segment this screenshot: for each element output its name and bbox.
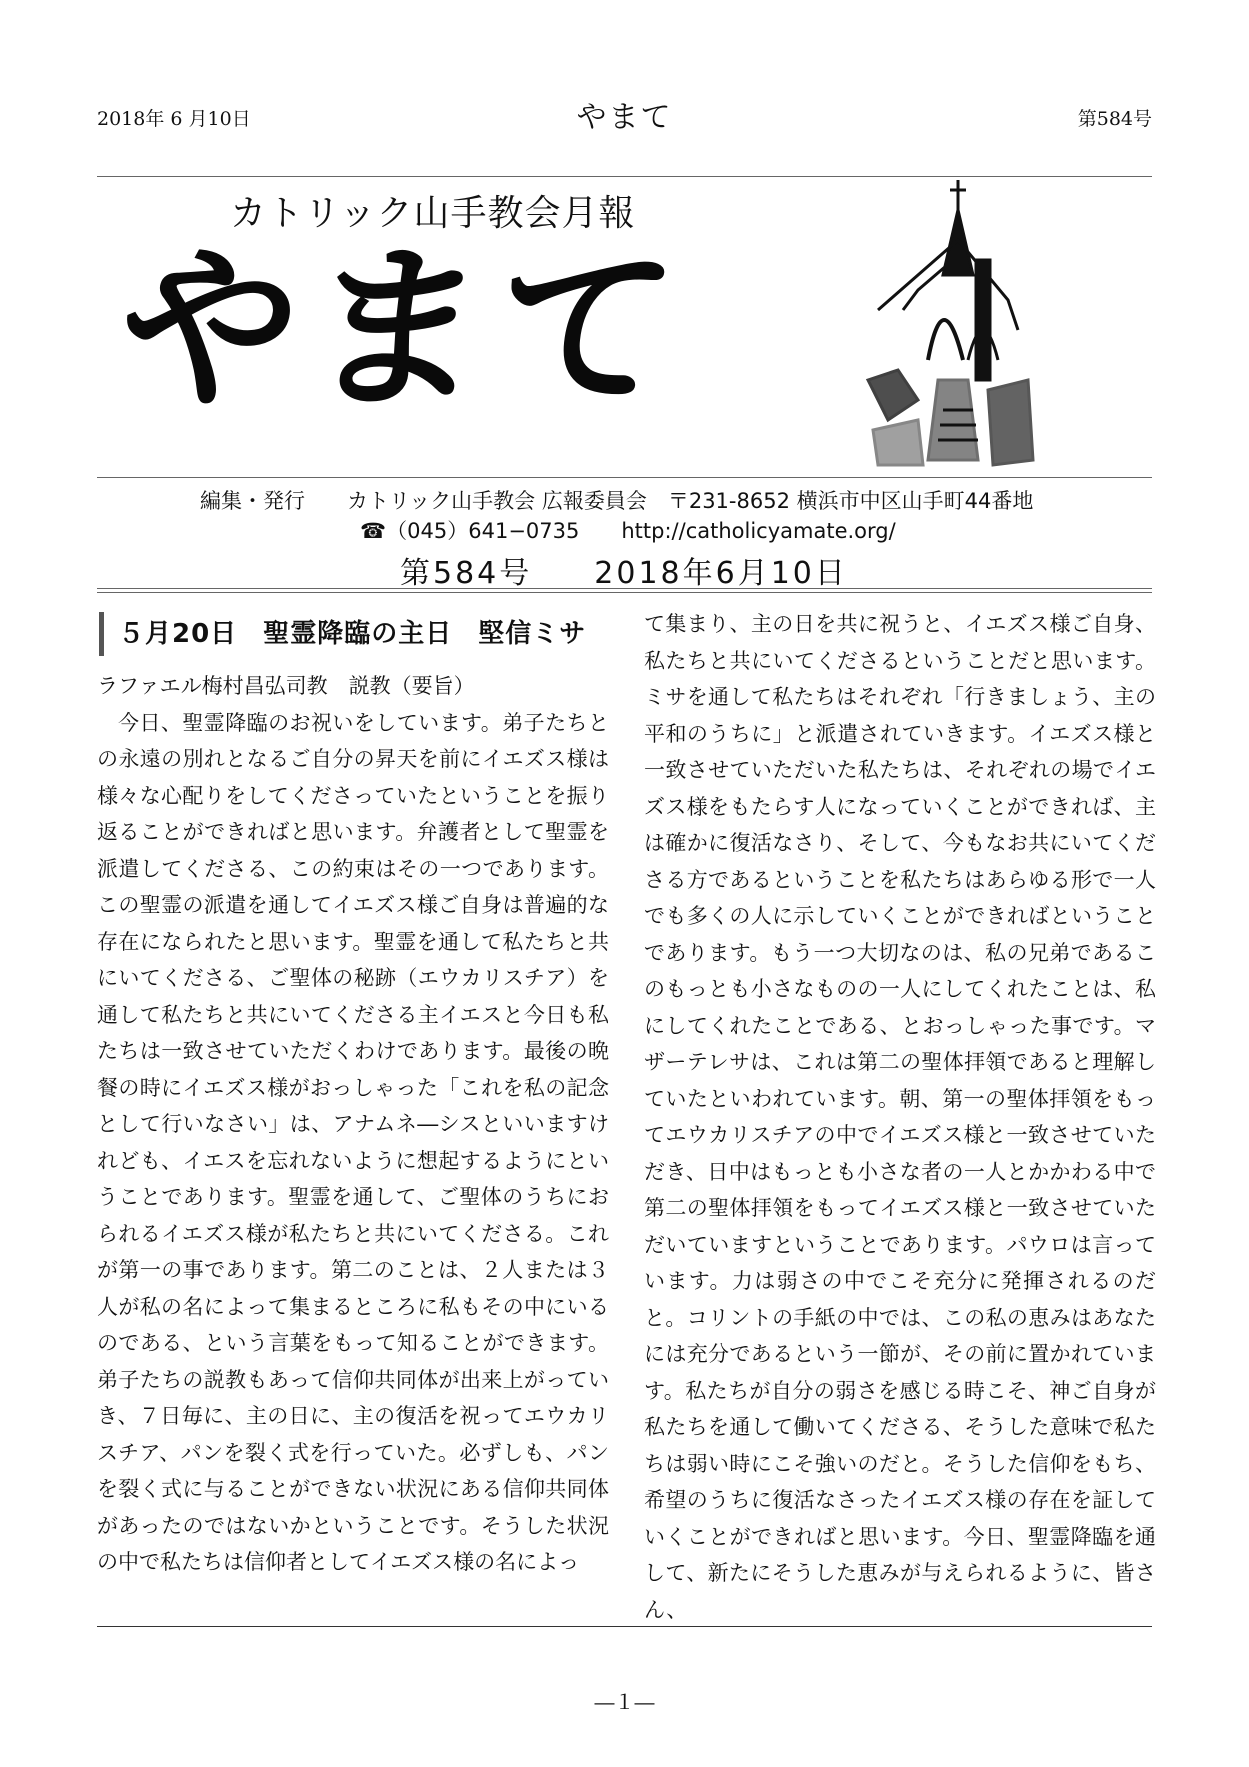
masthead-subtitle: カトリック山手教会月報 xyxy=(230,193,636,234)
article-byline: ラファエル梅村昌弘司教 説教（要旨） xyxy=(97,674,475,698)
header-title: やまて xyxy=(576,100,673,135)
publisher-info xyxy=(200,486,1033,546)
header-date: 2018年 6 月10日 xyxy=(97,108,251,130)
issue-date: 2018年6月10日 xyxy=(594,556,848,591)
headline-mass: 堅信ミサ xyxy=(478,619,587,649)
masthead-logo: やまて xyxy=(109,224,696,433)
headline-date: ５月20日 xyxy=(118,619,238,649)
contact-line: ☎（045）641−0735 http://catholicyamate.org/ xyxy=(360,519,896,543)
article-body-left: 今日、聖霊降臨のお祝いをしています。弟子たちとの永遠の別れとなるご自分の昇天を前にイエズス様は様々な心配りをしてくださっていたということを振り返ることができればと思います。弁護者として聖霊を派遣してくださる、この約束はその一つであります。この聖霊の派遣を通してイエズス様ご自身は普遍的な存在になられたと思います。聖霊を通して私たちと共にいてくださる、ご聖体の秘跡（エウカリスチア）を通して私たちと共にいてくださる主イエスと今日も私たちは一致させていただくわけであります。最後の晩餐の時にイエズス様がおっしゃった「これを私の記念として行いなさい」は、アナムネ―シスといいますけれども、イエスを忘れないように想起するようにということであります。聖霊を通して、ご聖体のうちにおられるイエズス様が私たちと共にいてくださる。これが第一の事であります。第二のことは、２人または３人が私の名によって集まるところに私もその中にいるのである、という言葉をもって知ることができます。弟子たちの説教もあって信仰共同体が出来上がっていき、７日毎に、主の日に、主の復活を祝ってエウカリスチア、パンを裂く式を行っていた。必ずしも、パンを裂く式に与ることができない状況にある信仰共同体があったのではないかということです。そうした状況の中で私たちは信仰者としてイエズス様の名によっ xyxy=(97,710,609,1574)
header-issue-number: 第584号 xyxy=(1077,108,1152,130)
article-column-right xyxy=(644,606,1156,1628)
masthead-rule xyxy=(97,477,1152,478)
running-header xyxy=(97,100,1152,134)
footer-rule xyxy=(97,1626,1152,1627)
publisher-line: 編集・発行 カトリック山手教会 広報委員会 〒231-8652 横浜市中区山手町44番地 xyxy=(200,489,1034,513)
article-headline xyxy=(99,612,609,656)
issue-double-rule xyxy=(97,588,1152,593)
headline-event: 聖霊降臨の主日 xyxy=(263,619,453,649)
article-body-right: て集まり、主の日を共に祝うと、イエズス様ご自身、私たちと共にいてくださるということだと思います。ミサを通して私たちはそれぞれ「行きましょう、主の平和のうちに」と派遣されていきます。イエズス様と一致させていただいた私たちは、それぞれの場でイエズス様をもたらす人になっていくことができれば、主は確かに復活なさり、そして、今もなお共にいてくださる方であるということを私たちはあらゆる形で一人でも多くの人に示していくことができればということであります。もう一つ大切なのは、私の兄弟であるこのもっとも小さなものの一人にしてくれたことは、私にしてくれたことである、とおっしゃった事です。マザーテレサは、これは第二の聖体拝領であると理解していたといわれています。朝、第一の聖体拝領をもってエウカリスチアの中でイエズス様と一致させていただき、日中はもっとも小さな者の一人とかかわる中で第二の聖体拝領をもってイエズス様と一致させていただいていますということであります。パウロは言っています。力は弱さの中でこそ充分に発揮されるのだと。コリントの手紙の中では、この私の恵みはあなたには充分であるという一節が、その前に置かれています。私たちが自分の弱さを感じる時こそ、神ご自身が私たちを通して働いてくださる、そうした意味で私たちは弱い時にこそ強いのだと。そうした信仰をもち、希望のうちに復活なさったイエズス様の存在を証していくことができればと思います。今日、聖霊降臨を通して、新たにそうした恵みが与えられるように、皆さん、 xyxy=(644,612,1156,1622)
issue-line xyxy=(400,548,848,592)
issue-number: 第584号 xyxy=(400,556,533,591)
page-number: ―１― xyxy=(594,1690,655,1714)
church-drawing-icon xyxy=(858,180,1044,470)
article-column-left xyxy=(97,608,609,1581)
header-rule xyxy=(97,176,1152,177)
